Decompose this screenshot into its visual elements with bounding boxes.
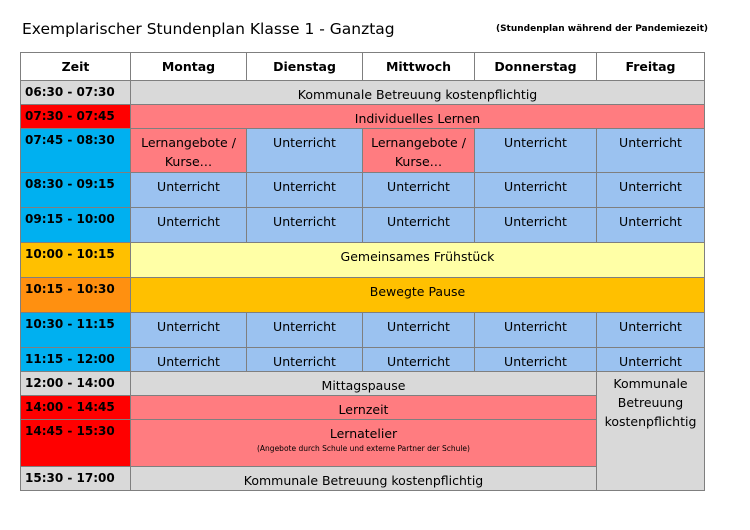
mittagspause-cell: Mittagspause [131, 372, 597, 396]
table-row [21, 313, 705, 348]
table-row [21, 243, 705, 278]
time-cell: 11:15 - 12:00 [21, 348, 131, 372]
time-cell: 07:30 - 07:45 [21, 105, 131, 129]
unterricht-cell: Unterricht [597, 173, 705, 208]
page-title: Exemplarischer Stundenplan Klasse 1 - Ganztag [22, 20, 395, 38]
time-cell: 07:45 - 08:30 [21, 129, 131, 173]
header-freitag: Freitag [597, 53, 705, 81]
table-row [21, 348, 705, 372]
time-cell: 12:00 - 14:00 [21, 372, 131, 396]
unterricht-cell: Unterricht [363, 173, 475, 208]
lernangebote-cell: Lernangebote / Kurse… [363, 129, 475, 173]
page-subtitle: (Stundenplan während der Pandemiezeit) [495, 24, 708, 34]
unterricht-cell: Unterricht [247, 173, 363, 208]
table-row [21, 105, 705, 129]
unterricht-cell: Unterricht [363, 208, 475, 243]
individuelles-lernen-cell: Individuelles Lernen [131, 105, 705, 129]
bewegte-pause-cell: Bewegte Pause [131, 278, 705, 313]
unterricht-cell: Unterricht [475, 173, 597, 208]
table-row [21, 81, 705, 105]
time-cell: 09:15 - 10:00 [21, 208, 131, 243]
time-cell: 15:30 - 17:00 [21, 467, 131, 491]
time-cell: 10:00 - 10:15 [21, 243, 131, 278]
time-cell: 10:15 - 10:30 [21, 278, 131, 313]
betreuung-cell: Kommunale Betreuung kostenpflichtig [131, 467, 597, 491]
unterricht-cell: Unterricht [247, 348, 363, 372]
header-mittwoch: Mittwoch [363, 53, 475, 81]
table-row [21, 208, 705, 243]
table-row [21, 278, 705, 313]
unterricht-cell: Unterricht [597, 348, 705, 372]
unterricht-cell: Unterricht [363, 313, 475, 348]
header-donnerstag: Donnerstag [475, 53, 597, 81]
unterricht-cell: Unterricht [363, 348, 475, 372]
lernatelier-note: (Angebote durch Schule und externe Partner der Schule) [257, 444, 470, 453]
table-row [21, 173, 705, 208]
lernatelier-label: Lernatelier [329, 426, 398, 441]
betreuung-cell: Kommunale Betreuung kostenpflichtig [131, 81, 705, 105]
time-cell: 06:30 - 07:30 [21, 81, 131, 105]
fruehstueck-cell: Gemeinsames Frühstück [131, 243, 705, 278]
unterricht-cell: Unterricht [475, 313, 597, 348]
header-montag: Montag [131, 53, 247, 81]
time-cell: 14:00 - 14:45 [21, 396, 131, 420]
time-cell: 10:30 - 11:15 [21, 313, 131, 348]
header-zeit: Zeit [21, 53, 131, 81]
unterricht-cell: Unterricht [475, 348, 597, 372]
unterricht-cell: Unterricht [597, 313, 705, 348]
unterricht-cell: Unterricht [247, 208, 363, 243]
unterricht-cell: Unterricht [131, 208, 247, 243]
freitag-betreuung-cell: Kommunale Betreuung kostenpflichtig [597, 372, 705, 491]
time-cell: 14:45 - 15:30 [21, 420, 131, 467]
time-cell: 08:30 - 09:15 [21, 173, 131, 208]
lernatelier-cell [131, 420, 597, 467]
header-dienstag: Dienstag [247, 53, 363, 81]
timetable [20, 52, 705, 491]
unterricht-cell: Unterricht [597, 208, 705, 243]
unterricht-cell: Unterricht [247, 129, 363, 173]
unterricht-cell: Unterricht [131, 348, 247, 372]
unterricht-cell: Unterricht [475, 129, 597, 173]
unterricht-cell: Unterricht [131, 313, 247, 348]
lernzeit-cell: Lernzeit [131, 396, 597, 420]
unterricht-cell: Unterricht [475, 208, 597, 243]
unterricht-cell: Unterricht [131, 173, 247, 208]
unterricht-cell: Unterricht [597, 129, 705, 173]
header-row [21, 53, 705, 81]
unterricht-cell: Unterricht [247, 313, 363, 348]
table-row [21, 372, 705, 396]
lernangebote-cell: Lernangebote / Kurse… [131, 129, 247, 173]
table-row [21, 129, 705, 173]
